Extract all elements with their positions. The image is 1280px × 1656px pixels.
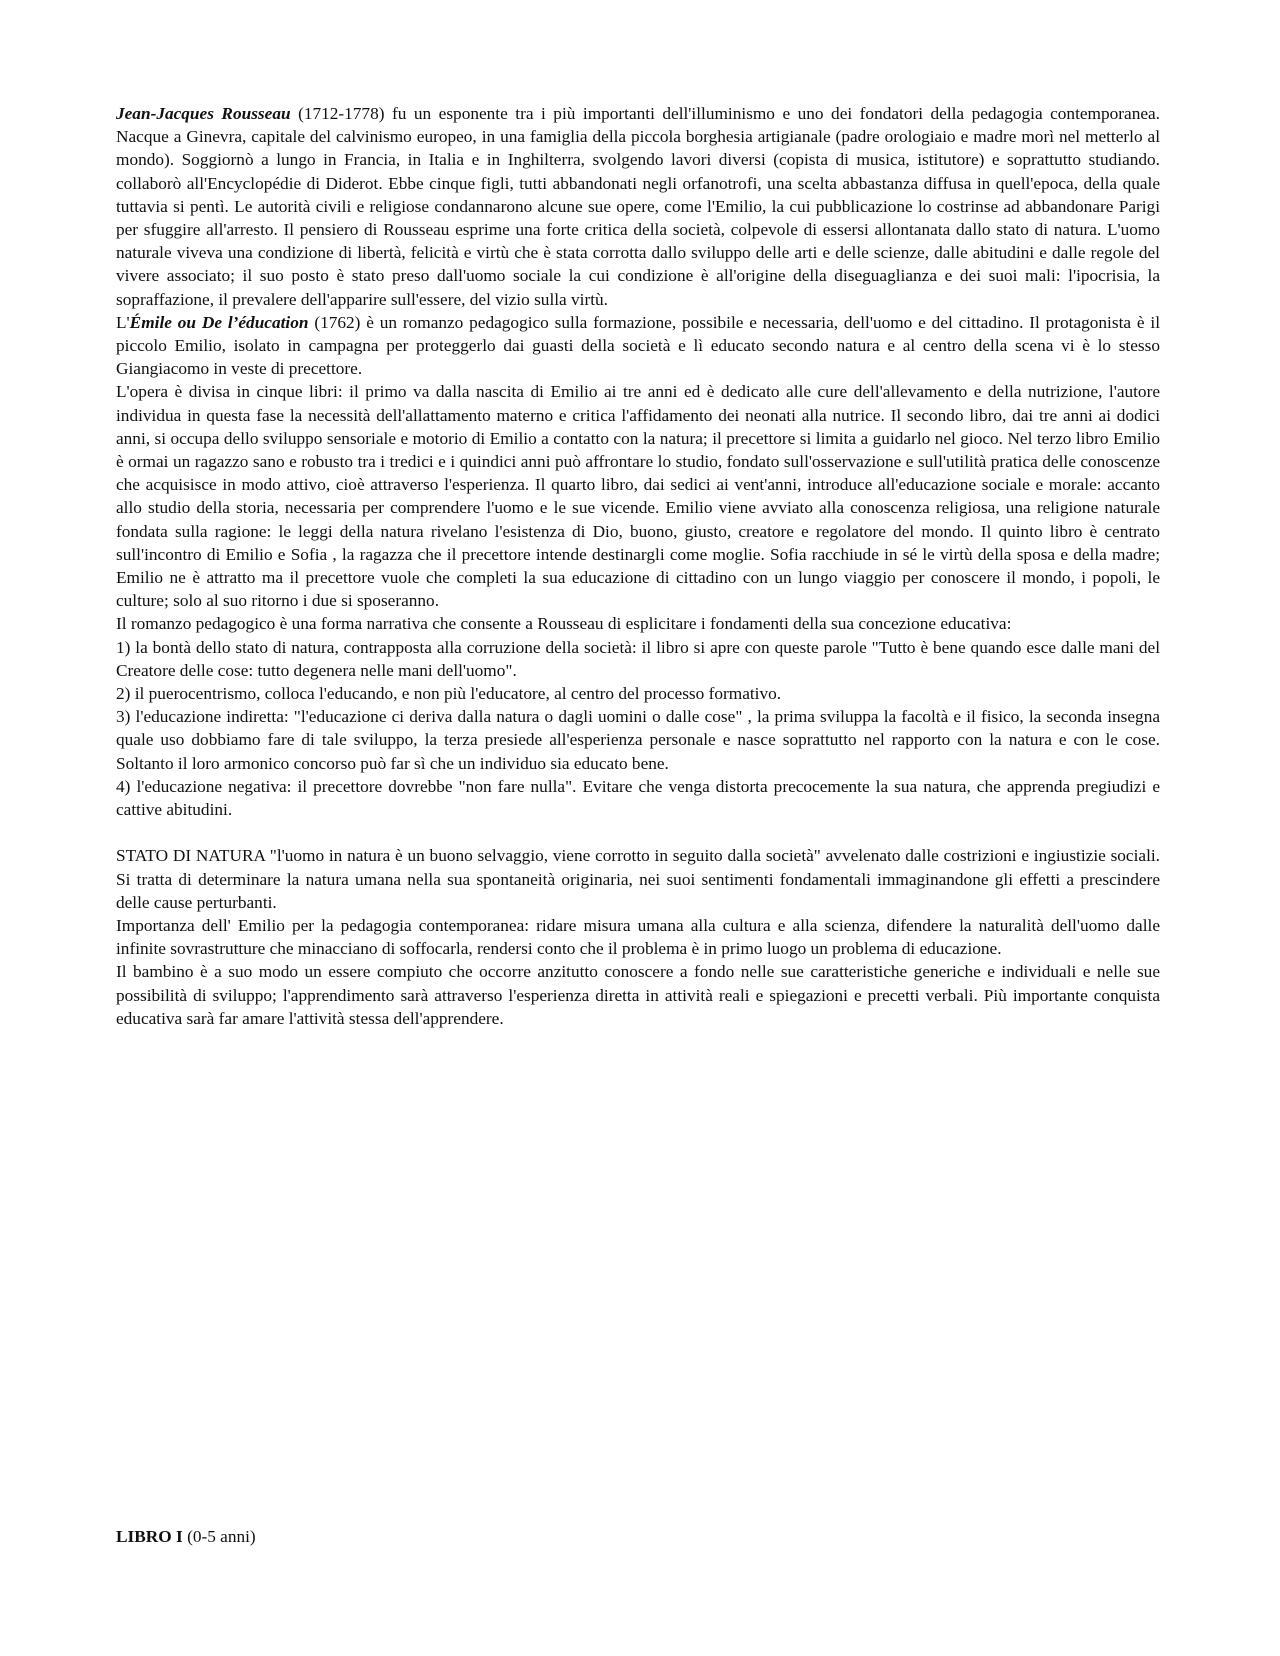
section-label: LIBRO I — [116, 1527, 183, 1546]
paragraph-foundations: Il romanzo pedagogico è una forma narrativa che consente a Rousseau di esplicitare i fondamenti della sua concezione educativa: — [116, 614, 1012, 634]
author-name: Jean-Jacques Rousseau — [116, 104, 291, 123]
document-body — [116, 102, 1160, 1030]
paragraph-biography — [116, 102, 1160, 311]
paragraph-emile-intro — [116, 311, 1160, 381]
emile-prefix: L' — [116, 312, 130, 332]
paragraph-structure: L'opera è divisa in cinque libri: il primo va dalla nascita di Emilio ai tre anni ed è dedicato alle cure dell'allevamento e della nutrizione, l'autore individua in questa fase la necessità dell'allattamento materno e critica l'affidamento dei neonati alla nutrice. Il secondo libro, dai tre anni ai dodici anni, si occupa dello sviluppo sensoriale e motorio di Emilio a contatto con la natura; il precettore si limita a guidarlo nel gioco. Nel terzo libro Emilio è ormai un ragazzo sano e robusto tra i tredici e i quindici anni può affrontare lo studio, fondato sull'osservazione e sull'utilità pratica delle conoscenze che acquisisce in modo attivo, cioè attraverso l'esperienza. Il quarto libro, dai sedici ai vent'anni, introduce all'educazione sociale e morale: accanto allo studio della storia, necessaria per comprendere l'uomo e le sue vicende. Emilio viene avviato alla conoscenza religiosa, una religione naturale fondata sulla ragione: le leggi della natura rivelano l'esistenza di Dio, buono, giusto, creatore e regolatore del mondo. Il quinto libro è centrato sull'incontro di Emilio e Sofia , la ragazza che il precettore intende destinargli come moglie. Sofia racchiude in sé le virtù della sposa e della madre; Emilio ne è attratto ma il precettore vuole che completi la sua educazione di cittadino con un lungo viaggio per conoscere il mondo, i popoli, le culture; solo al suo ritorno i due si sposeranno. — [116, 382, 1160, 611]
list-item-1: 1) la bontà dello stato di natura, contrapposta alla corruzione della società: il libro si apre con queste parole "Tutto è bene quando esce dalle mani del Creatore delle cose: tutto degenera nelle mani dell'uomo". — [116, 637, 1160, 680]
section-range: (0-5 anni) — [182, 1527, 256, 1546]
section-heading — [116, 1525, 256, 1548]
list-item-4: 4) l'educazione negativa: il precettore dovrebbe "non fare nulla". Evitare che venga distorta precocemente la sua natura, che apprenda pregiudizi e cattive abitudini. — [116, 776, 1160, 820]
emile-intro-text: (1762) è un romanzo pedagogico sulla formazione, possibile e necessaria, dell'uomo e del cittadino. Il protagonista è il piccolo Emilio, isolato in campagna per proteggerlo dai guasti della società e lì educato secondo natura e al centro della scena vi è lo stesso Giangiacomo in veste di precettore. — [116, 312, 1161, 379]
list-item-2: 2) il puerocentrismo, colloca l'educando, e non più l'educatore, al centro del processo formativo. — [116, 684, 782, 704]
paragraph-state-of-nature: STATO DI NATURA "l'uomo in natura è un buono selvaggio, viene corrotto in seguito dalla società" avvelenato dalle costrizioni e ingiustizie sociali. Si tratta di determinare la natura umana nella sua spontaneità originaria, nei suoi sentimenti fondamentali immaginandone gli effetti a prescindere delle cause perturbanti. — [116, 846, 1160, 912]
list-item-3: 3) l'educazione indiretta: "l'educazione ci deriva dalla natura o dagli uomini o dalle cose" , la prima sviluppa la facoltà e il fisico, la seconda insegna quale uso dobbiamo fare di tale sviluppo, la terza presiede all'esperienza personale e nasce soprattutto nel rapporto con la natura e con le cose. Soltanto il loro armonico concorso può far sì che un individuo sia educato bene. — [116, 707, 1160, 773]
blank-line — [116, 821, 1160, 844]
paragraph-child: Il bambino è a suo modo un essere compiuto che occorre anzitutto conoscere a fondo nelle sue caratteristiche generiche e individuali e nelle sue possibilità di sviluppo; l'apprendimento sarà attraverso l'esperienza diretta in attività reali e spiegazioni e precetti verbali. Più importante conquista educativa sarà far amare l'attività stessa dell'apprendere. — [116, 962, 1160, 1028]
book-title: Émile ou De l’éducation — [129, 312, 309, 332]
paragraph-importance: Importanza dell' Emilio per la pedagogia contemporanea: ridare misura umana alla cultura e alla scienza, difendere la naturalità dell'uomo dalle infinite sovrastrutture che minacciano di soffocarla, rendersi conto che il problema è in primo luogo un problema di educazione. — [116, 915, 1160, 959]
biography-text: (1712-1778) fu un esponente tra i più importanti dell'illuminismo e uno dei fondatori della pedagogia contemporanea. Nacque a Ginevra, capitale del calvinismo europeo, in una famiglia della piccola borghesia artigianale (padre orologiaio e madre morì nel metterlo al mondo). Soggiornò a lungo in Francia, in Italia e in Inghilterra, svolgendo lavori diversi (copista di musica, istitutore) e soprattutto studiando. collaborò all'Encyclopédie di Diderot. Ebbe cinque figli, tutti abbandonati negli orfanotrofi, una scelta abbastanza diffusa in quell'epoca, della quale tuttavia si pentì. Le autorità civili e religiose condannarono alcune sue opere, come l'Emilio, la cui pubblicazione lo costrinse ad abbandonare Parigi per sfuggire all'arresto. Il pensiero di Rousseau esprime una forte critica della società, colpevole di essersi allontanata dallo stato di natura. L'uomo naturale viveva una condizione di libertà, felicità e virtù che è stata corrotta dallo sviluppo delle arti e delle scienze, dalle abitudini e dalle regole del vivere associato; il suo posto è stato preso dall'uomo sociale la cui condizione è all'origine della diseguaglianza e dei suoi mali: l'ipocrisia, la sopraffazione, il prevalere dell'apparire sull'essere, del vizio sulla virtù. — [116, 104, 1160, 309]
